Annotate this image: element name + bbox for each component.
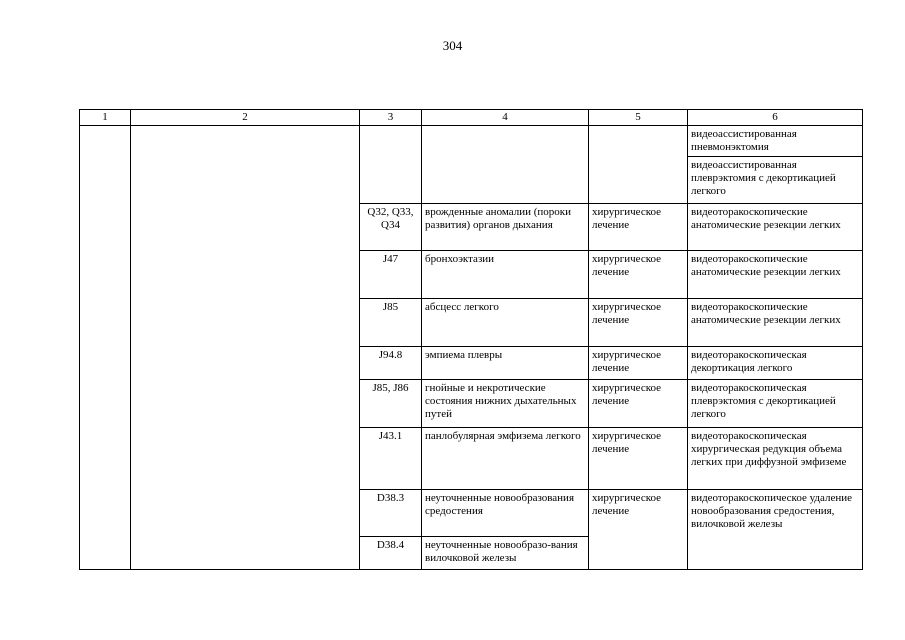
method-cell: видеоассистированная пневмонэктомия xyxy=(688,126,863,157)
diagnosis-cell: эмпиема плевры xyxy=(422,347,589,380)
code-cell: J43.1 xyxy=(360,428,422,490)
method-cell: видеоассистированная плеврэктомия с декортикацией легкого xyxy=(688,157,863,204)
treatment-cell: хирургическое лечение xyxy=(589,299,688,347)
empty-cell-code xyxy=(360,126,422,204)
diagnosis-cell: бронхоэктазии xyxy=(422,251,589,299)
treatment-cell: хирургическое лечение xyxy=(589,204,688,251)
empty-cell-col2 xyxy=(131,126,360,570)
code-cell: J85 xyxy=(360,299,422,347)
table-row xyxy=(80,126,863,157)
treatment-cell: хирургическое лечение xyxy=(589,380,688,428)
empty-cell-treatment xyxy=(589,126,688,204)
diagnosis-cell: неуточненные новообразо-вания вилочковой железы xyxy=(422,537,589,570)
method-cell: видеоторакоскопическая хирургическая редукция объема легких при диффузной эмфиземе xyxy=(688,428,863,490)
diagnosis-cell: панлобулярная эмфизема легкого xyxy=(422,428,589,490)
empty-cell-diagnosis xyxy=(422,126,589,204)
header-cell-3: 3 xyxy=(360,110,422,126)
empty-cell-col1 xyxy=(80,126,131,570)
treatment-cell: хирургическое лечение xyxy=(589,347,688,380)
procedures-table xyxy=(79,109,863,570)
code-cell: J94.8 xyxy=(360,347,422,380)
code-cell: D38.3 xyxy=(360,490,422,537)
treatment-cell: хирургическое лечение xyxy=(589,490,688,570)
header-cell-4: 4 xyxy=(422,110,589,126)
code-cell: D38.4 xyxy=(360,537,422,570)
code-cell: Q32, Q33, Q34 xyxy=(360,204,422,251)
diagnosis-cell: неуточненные новообразования средостения xyxy=(422,490,589,537)
method-cell: видеоторакоскопическая декортикация легкого xyxy=(688,347,863,380)
diagnosis-cell: гнойные и некротические состояния нижних дыхательных путей xyxy=(422,380,589,428)
header-cell-1: 1 xyxy=(80,110,131,126)
header-cell-2: 2 xyxy=(131,110,360,126)
treatment-cell: хирургическое лечение xyxy=(589,251,688,299)
diagnosis-cell: врожденные аномалии (пороки развития) органов дыхания xyxy=(422,204,589,251)
page-number: 304 xyxy=(442,38,463,53)
method-cell: видеоторакоскопические анатомические резекции легких xyxy=(688,204,863,251)
method-cell: видеоторакоскопическая плеврэктомия с декортикацией легкого xyxy=(688,380,863,428)
method-cell: видеоторакоскопические анатомические резекции легких xyxy=(688,251,863,299)
header-row xyxy=(80,110,863,126)
method-cell: видеоторакоскопические анатомические резекции легких xyxy=(688,299,863,347)
header-cell-6: 6 xyxy=(688,110,863,126)
treatment-cell: хирургическое лечение xyxy=(589,428,688,490)
header-cell-5: 5 xyxy=(589,110,688,126)
code-cell: J47 xyxy=(360,251,422,299)
diagnosis-cell: абсцесс легкого xyxy=(422,299,589,347)
method-cell: видеоторакоскопическое удаление новообразования средостения, вилочковой железы xyxy=(688,490,863,570)
code-cell: J85, J86 xyxy=(360,380,422,428)
